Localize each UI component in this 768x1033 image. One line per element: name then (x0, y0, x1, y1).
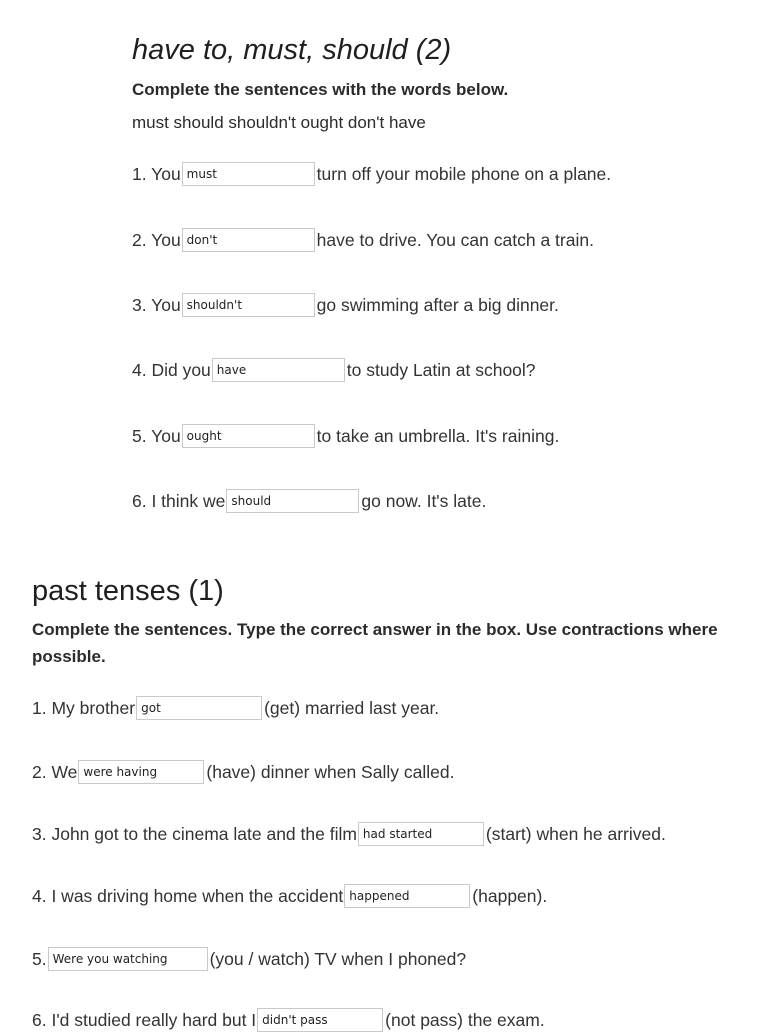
question-text-before: 1. My brother (32, 697, 136, 718)
question-row (132, 357, 536, 383)
question-row (132, 292, 559, 318)
exercise-instructions: Complete the sentences. Type the correct answer in the box. Use contractions where possible. (32, 620, 718, 666)
question-text-before: 5. You (132, 425, 181, 446)
question-text-before: 6. I'd studied really hard but I (32, 1009, 257, 1030)
exercise-title: past tenses (1) (32, 575, 224, 607)
question-text-after: (you / watch) TV when I phoned? (209, 948, 467, 969)
exercise-instructions: Complete the sentences with the words below. (132, 80, 509, 99)
question-row (32, 1007, 545, 1033)
question-row (32, 821, 666, 847)
answer-input[interactable]: have (212, 358, 345, 382)
answer-input[interactable]: must (182, 162, 315, 186)
question-row (32, 946, 466, 972)
question-row (132, 227, 594, 253)
question-text-before: 1. You (132, 163, 181, 184)
answer-input[interactable]: don't (182, 228, 315, 252)
question-row (32, 695, 439, 721)
question-text-before: 4. I was driving home when the accident (32, 885, 344, 906)
question-text-before: 3. You (132, 294, 181, 315)
question-row (132, 161, 611, 187)
question-text-after: to take an umbrella. It's raining. (316, 425, 560, 446)
answer-input[interactable]: got (136, 696, 262, 720)
question-text-after: go now. It's late. (361, 490, 487, 511)
question-text-before: 5. (32, 948, 47, 969)
word-bank: must should shouldn't ought don't have (132, 113, 426, 132)
question-text-after: go swimming after a big dinner. (316, 294, 559, 315)
answer-input[interactable]: ought (182, 424, 315, 448)
question-text-after: (happen). (472, 885, 548, 906)
exercise-title: have to, must, should (2) (132, 34, 452, 66)
question-text-before: 6. I think we (132, 490, 226, 511)
question-text-after: (get) married last year. (264, 697, 440, 718)
question-text-after: have to drive. You can catch a train. (316, 229, 594, 250)
question-text-after: to study Latin at school? (346, 359, 536, 380)
answer-input[interactable]: should (226, 489, 359, 513)
question-row (32, 883, 547, 909)
question-text-before: 4. Did you (132, 359, 211, 380)
answer-input[interactable]: shouldn't (182, 293, 315, 317)
exercise-past-tenses (32, 572, 742, 670)
answer-input[interactable]: didn't pass (257, 1008, 383, 1032)
answer-input[interactable]: Were you watching (48, 947, 208, 971)
answer-input[interactable]: had started (358, 822, 484, 846)
question-row (32, 759, 454, 785)
question-row (132, 488, 486, 514)
question-text-before: 2. You (132, 229, 181, 250)
answer-input[interactable]: happened (344, 884, 470, 908)
question-text-after: (have) dinner when Sally called. (206, 761, 455, 782)
exercise-modals (132, 30, 732, 135)
question-text-before: 3. John got to the cinema late and the film (32, 823, 357, 844)
question-text-before: 2. We (32, 761, 78, 782)
question-text-after: (start) when he arrived. (485, 823, 666, 844)
answer-input[interactable]: were having (78, 760, 204, 784)
question-text-after: turn off your mobile phone on a plane. (316, 163, 612, 184)
question-row (132, 423, 559, 449)
question-text-after: (not pass) the exam. (385, 1009, 545, 1030)
